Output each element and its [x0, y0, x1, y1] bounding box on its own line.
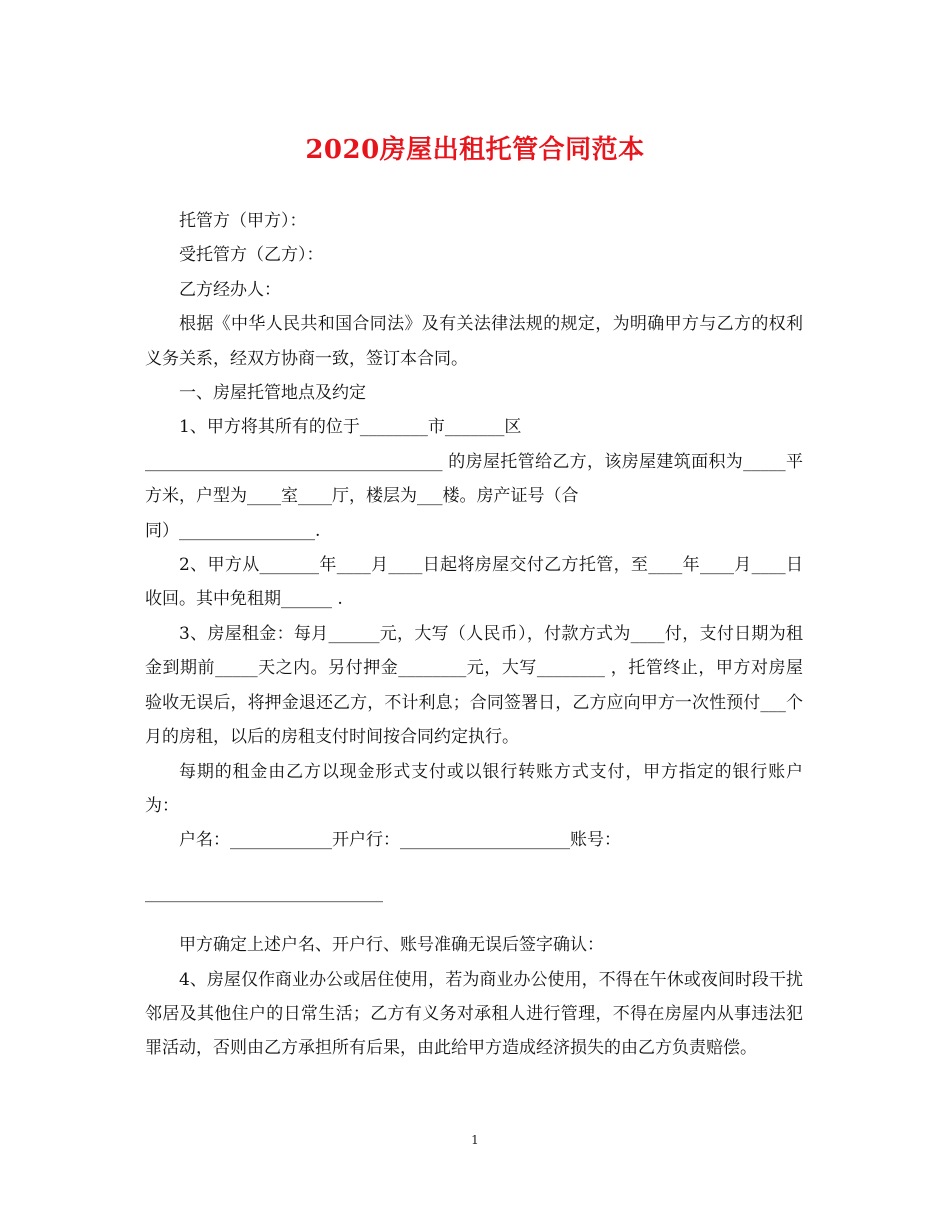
clause-1-details: ___________________________________ 的房屋托管给乙方，该房屋建筑面积为_____平方米，户型为____室____厅，楼层为___楼。房产证号（合	[145, 451, 803, 507]
party-a-line: 托管方（甲方）：	[179, 211, 307, 231]
document-title: 2020房屋出租托管合同范本	[305, 135, 645, 165]
account-number-line: ____________________________	[145, 882, 383, 903]
document-body	[145, 204, 803, 1066]
clause-4-usage: 4、房屋仅作商业办公或居住使用，若为商业办公使用，不得在午休或夜间时段干扰邻居及其他住户的日常生活；乙方有义务对承租人进行管理，不得在房屋内从事违法犯罪活动，否则由乙方承担所有后果，由此给甲方造成经济损失的由乙方负责赔偿。	[145, 969, 803, 1059]
spacer	[145, 858, 803, 876]
clause-3-rent: 3、房屋租金：每月______元，大写（人民币），付款方式为____付，支付日期为租金到期前_____天之内。另付押金________元，大写________ ，托管终止，甲方对房屋验收无误后，将押金退还乙方，不计利息；合同签署日，乙方应向甲方一次性预付___个月的房租，以后的房租支付时间按合同约定执行。	[145, 623, 803, 748]
party-b-agent-line: 乙方经办人：	[179, 279, 281, 300]
party-b-line: 受托管方（乙方）：	[179, 245, 324, 266]
preamble-paragraph: 根据《中华人民共和国合同法》及有关法律法规的规定，为明确甲方与乙方的权利义务关系，经双方协商一致，签订本合同。	[145, 314, 803, 369]
clause-1-certificate: 同）________________.	[145, 520, 321, 541]
clause-1-location: 1、甲方将其所有的位于________市_______区	[179, 417, 522, 438]
page-number: 1	[471, 1133, 479, 1147]
payment-method-paragraph: 每期的租金由乙方以现金形式支付或以银行转账方式支付，甲方指定的银行账户为：	[145, 761, 803, 816]
bank-account-line: 户名：____________开户行：____________________账号：	[179, 830, 621, 851]
spacer	[145, 910, 803, 928]
clause-2-term: 2、甲方从_______年____月____日起将房屋交付乙方托管，至____年____月____日收回。其中免租期______ .	[145, 555, 803, 610]
confirmation-line: 甲方确定上述户名、开户行、账号准确无误后签字确认：	[179, 935, 604, 956]
section-heading: 一、房屋托管地点及约定	[179, 383, 366, 404]
